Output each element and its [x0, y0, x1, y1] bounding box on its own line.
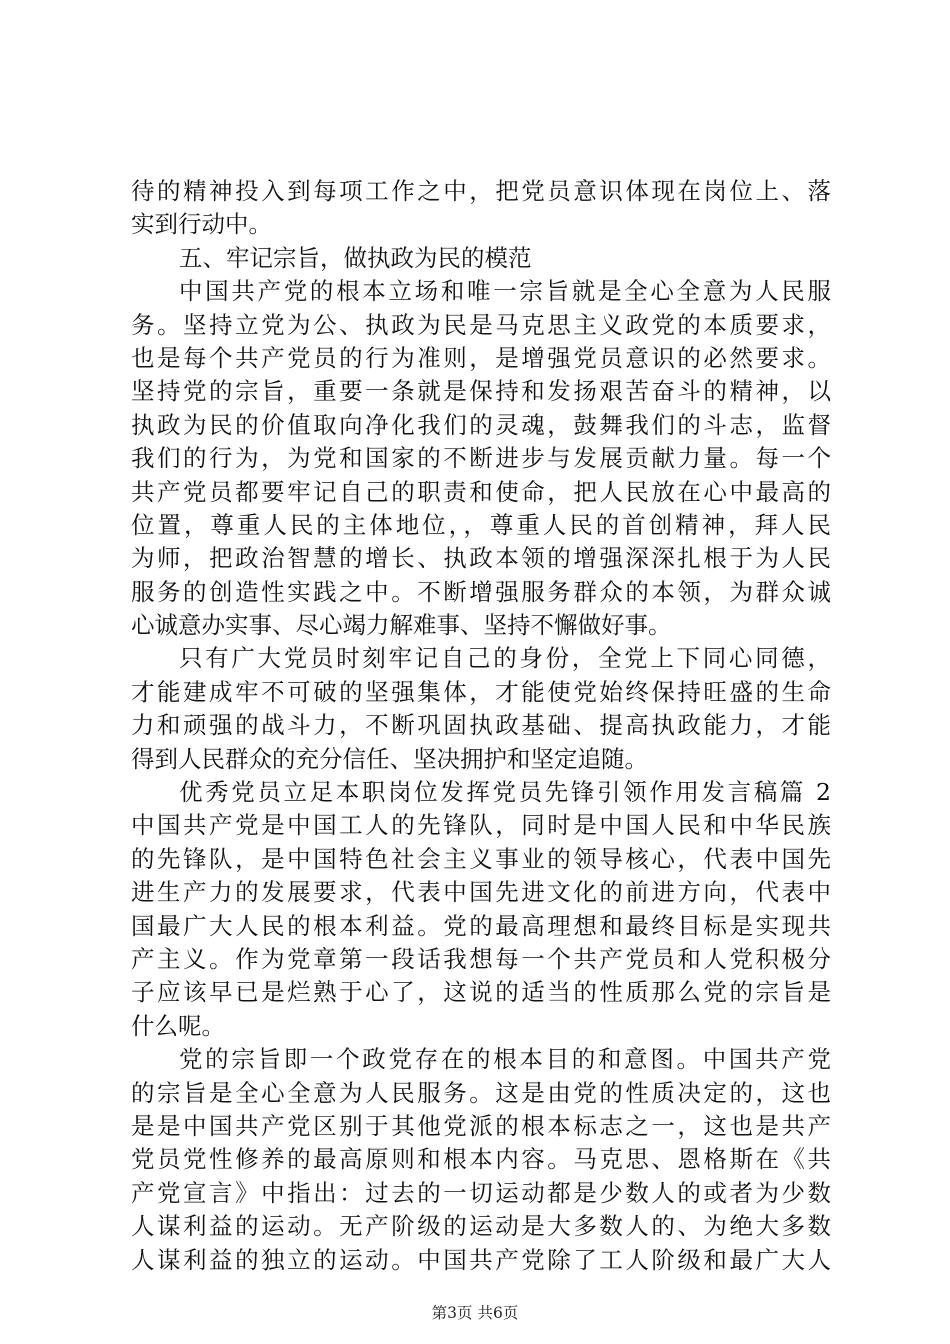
text-line: 力和顽强的战斗力，不断巩固执政基础、提高执政能力，才能 — [131, 711, 831, 740]
text-line: 共产党员都要牢记自己的职责和使命，把人民放在心中最高的 — [131, 477, 831, 506]
text-line: 什么呢。 — [131, 1011, 225, 1040]
text-line: 子应该早已是烂熟于心了，这说的适当的性质那么党的宗旨是 — [131, 978, 831, 1007]
page-footer: 第3页 共6页 — [431, 1304, 519, 1322]
text-line: 执政为民的价值取向净化我们的灵魂，鼓舞我们的斗志，监督 — [131, 410, 831, 439]
text-line: 产主义。作为党章第一段话我想每一个共产党员和人党积极分 — [131, 944, 831, 973]
text-line: 五、牢记宗旨，做执政为民的模范 — [179, 243, 532, 272]
text-line: 是是中国共产党区别于其他党派的根本标志之一，这也是共产 — [131, 1111, 831, 1140]
text-line: 实到行动中。 — [131, 210, 272, 239]
text-line: 也是每个共产党员的行为准则，是增强党员意识的必然要求。 — [131, 343, 831, 372]
text-line: 国最广大人民的根本利益。党的最高理想和最终目标是实现共 — [131, 911, 831, 940]
text-line: 心诚意办实事、尽心竭力解难事、坚持不懈做好事。 — [131, 611, 672, 640]
text-line: 位置，尊重人民的主体地位，，尊重人民的首创精神，拜人民 — [131, 510, 831, 539]
text-line: 党的宗旨即一个政党存在的根本目的和意图。中国共产党 — [179, 1045, 831, 1074]
text-line: 得到人民群众的充分信任、坚决拥护和坚定追随。 — [131, 744, 648, 773]
text-line: 坚持党的宗旨，重要一条就是保持和发扬艰苦奋斗的精神，以 — [131, 377, 831, 406]
body-text — [131, 175, 831, 1277]
text-line: 才能建成牢不可破的坚强集体，才能使党始终保持旺盛的生命 — [131, 677, 831, 706]
text-line: 优秀党员立足本职岗位发挥党员先锋引领作用发言稿篇 2 — [179, 778, 831, 807]
text-line: 的先锋队，是中国特色社会主义事业的领导核心，代表中国先 — [131, 844, 831, 873]
text-line: 只有广大党员时刻牢记自己的身份，全党上下同心同德， — [179, 644, 831, 673]
text-line: 为师，把政治智慧的增长、执政本领的增强深深扎根于为人民 — [131, 544, 831, 573]
text-line: 产党宣言》中指出：过去的一切运动都是少数人的或者为少数 — [131, 1178, 831, 1207]
text-line: 我们的行为，为党和国家的不断进步与发展贡献力量。每一个 — [131, 444, 831, 473]
text-line: 中国共产党的根本立场和唯一宗旨就是全心全意为人民服 — [179, 277, 831, 306]
text-line: 人谋利益的运动。无产阶级的运动是大多数人的、为绝大多数 — [131, 1212, 831, 1241]
text-line: 人谋利益的独立的运动。中国共产党除了工人阶级和最广大人 — [131, 1245, 831, 1274]
text-line: 待的精神投入到每项工作之中，把党员意识体现在岗位上、落 — [131, 177, 831, 205]
text-line: 党员党性修养的最高原则和根本内容。马克思、恩格斯在《共 — [131, 1145, 831, 1174]
text-line: 服务的创造性实践之中。不断增强服务群众的本领，为群众诚 — [131, 577, 831, 606]
text-line: 进生产力的发展要求，代表中国先进文化的前进方向，代表中 — [131, 878, 831, 907]
text-line: 务。坚持立党为公、执政为民是马克思主义政党的本质要求， — [131, 310, 831, 339]
text-line: 中国共产党是中国工人的先锋队，同时是中国人民和中华民族 — [131, 811, 831, 840]
text-line: 的宗旨是全心全意为人民服务。这是由党的性质决定的，这也 — [131, 1078, 831, 1107]
